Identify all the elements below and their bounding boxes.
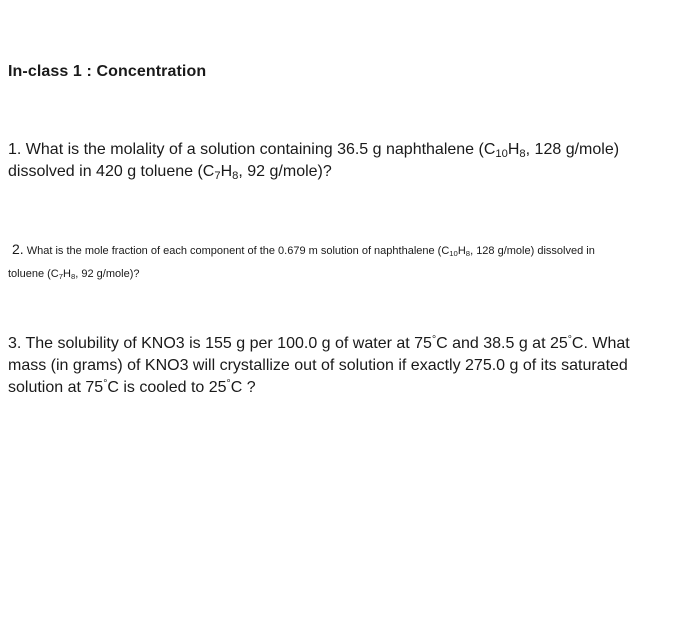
q1-text-1a: 1. What is the molality of a solution containing 36.5 g naphthalene (C [8,141,496,158]
q1-text-2c: , 92 g/mole)? [238,163,332,180]
q2-subscript: 10 [449,248,458,258]
question-2-line-2 [8,263,692,286]
q2-text-1a: What is the mole fraction of each component of the 0.679 m solution of naphthalene (C [26,245,450,257]
degree-symbol: ° [226,378,231,390]
q1-text-1b: H [507,141,520,158]
q1-subscript: 10 [495,147,508,160]
question-1 [8,139,692,183]
q3-text-1c: C. What [571,335,630,352]
question-1-line-2 [8,161,692,183]
q3-text-3b: C is cooled to 25 [107,379,227,396]
q2-text-2a: toluene (C [8,268,59,280]
q1-text-2a: dissolved in 420 g toluene (C [8,163,215,180]
degree-symbol: ° [431,334,437,346]
q2-text-1b: H [457,245,466,257]
question-3-line-3 [8,377,698,399]
question-3-line-2: mass (in grams) of KNO3 will crystallize out of solution if exactly 275.0 g of its saturated [8,357,628,374]
q2-text-1c: , 128 g/mole) dissolved in [470,245,595,257]
q3-text-3c: C ? [230,379,256,396]
q3-text-1a: 3. The solubility of KNO3 is 155 g per 100.0 g of water at 75 [8,335,432,352]
q3-text-3a: solution at 75 [8,379,104,396]
q1-text-1c: , 128 g/mole) [525,141,620,158]
question-2-line-1 [8,238,692,263]
q2-subscript: 7 [58,271,64,281]
question-3-line-1 [8,333,698,355]
q1-subscript: 8 [519,147,526,160]
q2-text-2b: H [63,268,71,280]
degree-symbol: ° [103,378,108,390]
q2-text-2c: , 92 g/mole)? [75,268,140,280]
degree-symbol: ° [567,334,572,346]
question-1-line-1 [8,139,692,161]
page-title: In-class 1 : Concentration [8,63,207,80]
q3-text-1b: C and 38.5 g at 25 [436,335,568,352]
question-2 [8,238,692,286]
question-3 [8,333,698,399]
q2-subscript: 8 [465,248,471,258]
q2-number: 2. [12,241,24,257]
q1-subscript: 8 [232,169,239,182]
q1-text-2b: H [220,163,233,180]
q2-subscript: 8 [71,271,76,281]
q1-subscript: 7 [214,169,221,182]
